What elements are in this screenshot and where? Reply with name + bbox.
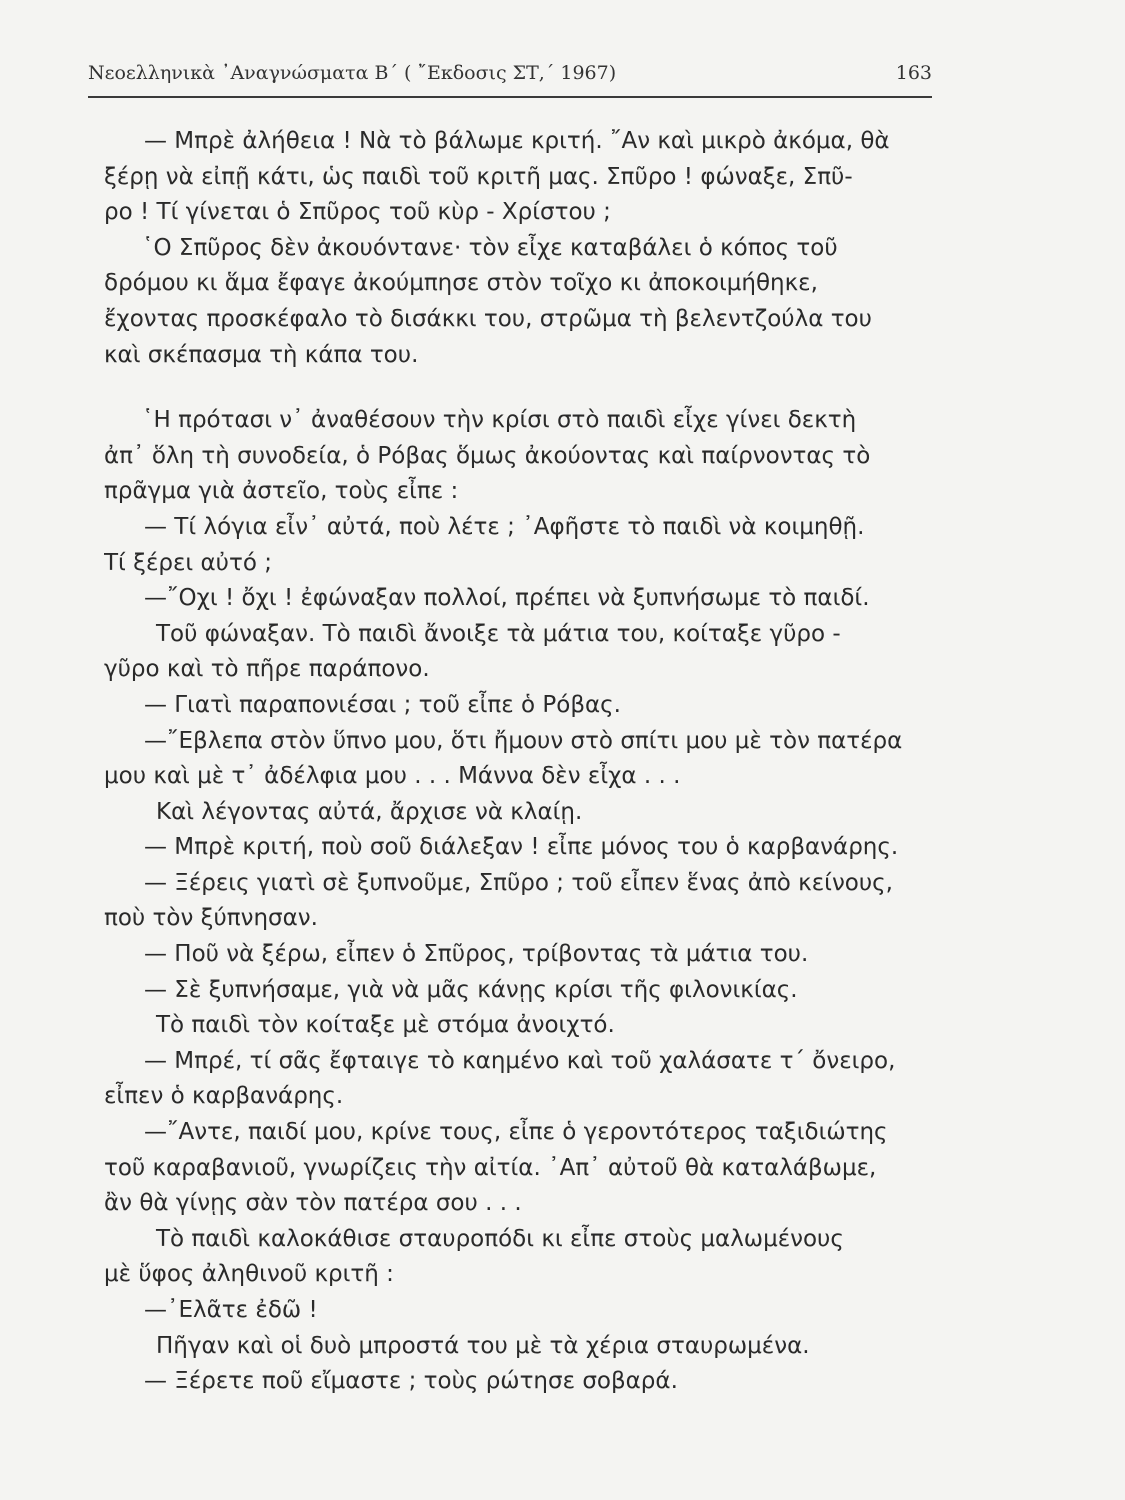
text-line: — Μπρὲ κριτή, ποὺ σοῦ διάλεξαν ! εἶπε μόνος του ὁ καρβανάρης. — [144, 834, 899, 861]
text-line: ἂν θὰ γίνῃς σὰν τὸν πατέρα σου . . . — [104, 1190, 522, 1217]
dialogue-paragraph — [104, 124, 940, 231]
dialogue-paragraph — [104, 973, 940, 1009]
text-line: ξέρῃ νὰ εἰπῇ κάτι, ὡς παιδὶ τοῦ κριτῆ μας. Σπῦρο ! φώναξε, Σπῦ- — [104, 163, 853, 190]
text-line: ῾Η πρότασι ν᾿ ἀναθέσουν τὴν κρίσι στὸ παιδὶ εἶχε γίνει δεκτὴ — [142, 407, 857, 434]
text-line: Τοῦ φώναξαν. Τὸ παιδὶ ἄνοιξε τὰ μάτια του, κοίταξε γῦρο - — [156, 620, 841, 647]
dialogue-paragraph — [104, 866, 940, 937]
text-line: Τί ξέρει αὐτό ; — [104, 549, 272, 576]
header-rule — [88, 96, 932, 98]
text-line: τοῦ καραβανιοῦ, γνωρίζεις τὴν αἰτία. ᾿Απ᾿ αὐτοῦ θὰ καταλάβωμε, — [104, 1154, 877, 1181]
text-line: Τὸ παιδὶ καλοκάθισε σταυροπόδι κι εἶπε στοὺς μαλωμένους — [156, 1225, 844, 1252]
dialogue-paragraph — [104, 581, 940, 617]
text-line: δρόμου κι ἅμα ἔφαγε ἀκούμπησε στὸν τοῖχο κι ἀποκοιμήθηκε, — [104, 270, 818, 297]
text-line: — Τί λόγια εἶν᾿ αὐτά, ποὺ λέτε ; ᾿Αφῆστε τὸ παιδὶ νὰ κοιμηθῇ. — [144, 513, 865, 540]
text-line: —῎Οχι ! ὄχι ! ἐφώναξαν πολλοί, πρέπει νὰ ξυπνήσωμε τὸ παιδί. — [144, 585, 870, 612]
dialogue-paragraph — [104, 510, 940, 581]
text-line: ῾Ο Σπῦρος δὲν ἀκουόντανε· τὸν εἶχε καταβάλει ὁ κόπος τοῦ — [142, 234, 838, 261]
dialogue-paragraph — [104, 1364, 940, 1400]
text-line: — Γιατὶ παραπονιέσαι ; τοῦ εἶπε ὁ Ρόβας. — [144, 691, 621, 718]
text-line: μὲ ὕφος ἀληθινοῦ κριτῆ : — [104, 1261, 394, 1288]
text-line: —῎Αντε, παιδί μου, κρίνε τους, εἶπε ὁ γεροντότερος ταξιδιώτης — [144, 1119, 888, 1146]
text-paragraph — [104, 795, 940, 831]
text-line: Πῆγαν καὶ οἱ δυὸ μπροστά του μὲ τὰ χέρια σταυρωμένα. — [156, 1332, 810, 1359]
text-line: Καὶ λέγοντας αὐτά, ἄρχισε νὰ κλαίῃ. — [156, 798, 583, 825]
text-line: — Μπρὲ ἀλήθεια ! Νὰ τὸ βάλωμε κριτή. ῎Αν καὶ μικρὸ ἀκόμα, θὰ — [144, 128, 890, 154]
running-title: Νεοελληνικὰ ᾿Αναγνώσματα Β΄ ( ῎Εκδοσις ΣΤ,΄ 1967) — [88, 62, 617, 84]
text-line: Τὸ παιδὶ τὸν κοίταξε μὲ στόμα ἀνοιχτό. — [156, 1012, 615, 1039]
text-line: ἀπ᾿ ὅλη τὴ συνοδεία, ὁ Ρόβας ὅμως ἀκούοντας καὶ παίρνοντας τὸ — [104, 442, 871, 469]
text-paragraph — [104, 1329, 940, 1365]
text-line: — Ποῦ νὰ ξέρω, εἶπεν ὁ Σπῦρος, τρίβοντας τὰ μάτια του. — [144, 941, 809, 968]
dialogue-paragraph — [104, 1044, 940, 1115]
dialogue-paragraph — [104, 1293, 940, 1329]
text-line: —᾿Ελᾶτε ἐδῶ ! — [144, 1297, 318, 1323]
text-line: γῦρο καὶ τὸ πῆρε παράπονο. — [104, 656, 430, 683]
text-line: μου καὶ μὲ τ᾿ ἀδέλφια μου . . . Μάννα δὲν εἶχα . . . — [104, 763, 681, 790]
text-line: — Σὲ ξυπνήσαμε, γιὰ νὰ μᾶς κάνῃς κρίσι τῆς φιλονικίας. — [144, 976, 798, 1003]
text-line: ποὺ τὸν ξύπνησαν. — [104, 905, 318, 932]
dialogue-paragraph — [104, 724, 940, 795]
dialogue-paragraph — [104, 1115, 940, 1222]
text-line: — Ξέρετε ποῦ εἴμαστε ; τοὺς ρώτησε σοβαρά. — [144, 1368, 678, 1395]
text-line: ρο ! Τί γίνεται ὁ Σπῦρος τοῦ κὺρ - Χρίστου ; — [104, 199, 611, 226]
dialogue-paragraph — [104, 937, 940, 973]
text-paragraph — [104, 617, 940, 688]
text-line: καὶ σκέπασμα τὴ κάπα του. — [104, 341, 419, 368]
page-number: 163 — [895, 62, 932, 84]
text-line: πρᾶγμα γιὰ ἀστεῖο, τοὺς εἶπε : — [104, 478, 459, 505]
body-text — [104, 124, 940, 1400]
text-line: — Μπρέ, τί σᾶς ἔφταιγε τὸ καημένο καὶ τοῦ χαλάσατε τ΄ ὄνειρο, — [144, 1047, 896, 1074]
dialogue-paragraph — [104, 688, 940, 724]
text-paragraph — [104, 403, 940, 510]
text-line: εἶπεν ὁ καρβανάρης. — [104, 1083, 344, 1110]
text-paragraph — [104, 231, 940, 373]
running-header — [88, 62, 932, 88]
text-line: — Ξέρεις γιατὶ σὲ ξυπνοῦμε, Σπῦρο ; τοῦ εἶπεν ἕνας ἀπὸ κείνους, — [144, 869, 893, 896]
text-line: —῎Εβλεπα στὸν ὕπνο μου, ὅτι ἤμουν στὸ σπίτι μου μὲ τὸν πατέρα — [144, 727, 903, 754]
dialogue-paragraph — [104, 830, 940, 866]
text-line: ἔχοντας προσκέφαλο τὸ δισάκκι του, στρῶμα τὴ βελεντζούλα του — [104, 305, 872, 332]
text-paragraph — [104, 1008, 940, 1044]
text-paragraph — [104, 1222, 940, 1293]
